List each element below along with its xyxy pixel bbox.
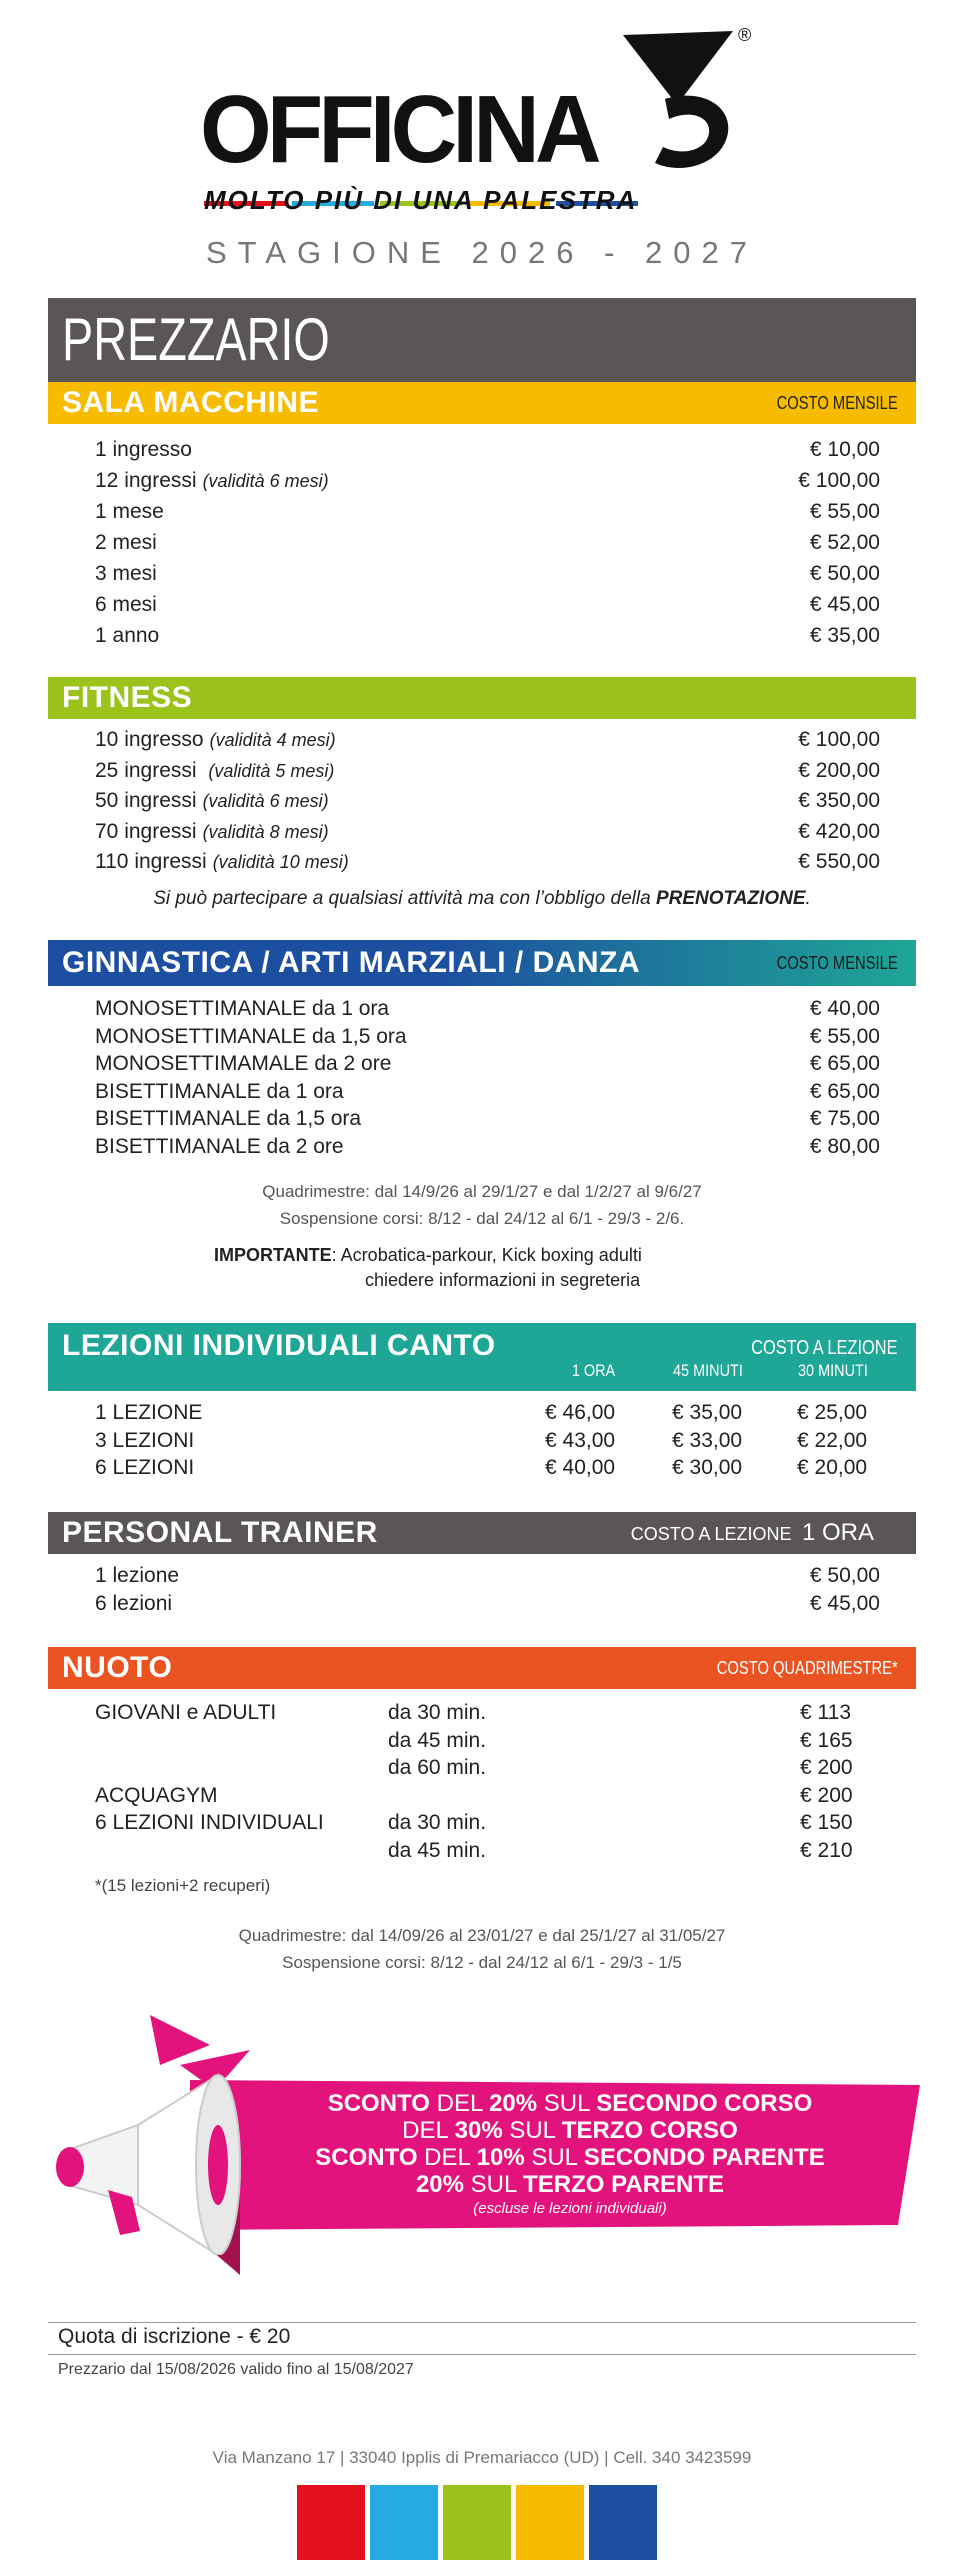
canto-title: LEZIONI INDIVIDUALI CANTO (62, 1329, 496, 1362)
personal-cost-label (631, 1512, 874, 1557)
promo-l4-c: TERZO PARENTE (523, 2171, 725, 2198)
logo-wordmark: OFFICINA (200, 76, 597, 183)
canto-price-45m: € 35,00 (672, 1401, 743, 1424)
canto-price-45m: € 33,00 (672, 1428, 743, 1452)
nuoto-row-price: € 200 (800, 1756, 853, 1779)
promo-l3-e: SECONDO PARENTE (583, 2144, 825, 2171)
row-label-text: 2 mesi (95, 531, 157, 554)
price-row (95, 1025, 880, 1055)
price-row (95, 624, 880, 654)
row-label (95, 469, 329, 493)
canto-col-30m: 30 MINUTI (798, 1361, 868, 1380)
swatch-blue (589, 2485, 657, 2560)
price-row (95, 850, 880, 880)
promo-l4-b: SUL (464, 2171, 524, 2198)
fitness-title: FITNESS (62, 681, 193, 714)
row-label-text: BISETTIMANALE da 1,5 ora (95, 1107, 362, 1130)
row-note: (validità 8 mesi) (202, 821, 329, 842)
row-price: € 35,00 (809, 624, 880, 647)
nuoto-row-price: € 150 (800, 1811, 853, 1834)
row-label (95, 759, 334, 783)
row-label (95, 1107, 361, 1131)
row-price: € 100,00 (798, 469, 880, 492)
row-label (95, 789, 329, 813)
row-note: (validità 6 mesi) (202, 471, 329, 491)
row-label (95, 1564, 179, 1588)
row-price: € 65,00 (809, 1052, 880, 1075)
canto-price-30m: € 22,00 (797, 1428, 868, 1452)
price-row (95, 469, 880, 499)
canto-row (95, 1401, 880, 1431)
canto-row (95, 1429, 880, 1459)
nuoto-row (95, 1811, 880, 1841)
ginnastica-title: GINNASTICA / ARTI MARZIALI / DANZA (62, 946, 641, 979)
promo-l1-d: SUL (537, 2090, 597, 2117)
promo-l3-b: DEL (417, 2144, 477, 2171)
logo-number-five (595, 27, 745, 177)
promo-l3-d: SUL (524, 2144, 584, 2171)
important-line2: chiedere informazioni in segreteria (365, 1270, 641, 1290)
quota-bottom-line (48, 2354, 916, 2355)
promo-l3-a: SCONTO (315, 2144, 418, 2171)
row-label-text: BISETTIMANALE da 2 ore (95, 1134, 344, 1158)
price-row (95, 1135, 880, 1165)
row-label (95, 531, 157, 555)
prezzario-header (48, 298, 916, 382)
canto-price-1h: € 46,00 (545, 1401, 616, 1424)
promo-line-4 (225, 2171, 915, 2198)
row-label-text: 6 mesi (95, 593, 157, 616)
nuoto-row-duration: da 30 min. (388, 1701, 487, 1724)
row-note: (validità 4 mesi) (209, 730, 336, 750)
address-footer: Via Manzano 17 | 33040 Ipplis di Premariacco (UD) | Cell. 340 3423599 (212, 2448, 752, 2467)
price-row (95, 820, 880, 850)
swatch-cyan (370, 2485, 438, 2560)
row-label-text: 3 mesi (95, 562, 157, 585)
row-price: € 52,00 (809, 531, 880, 554)
sala-macchine-title: SALA MACCHINE (62, 386, 320, 419)
nuoto-quadrimestre: Quadrimestre: dal 14/09/26 al 23/01/27 e dal 25/1/27 al 31/05/27 (238, 1926, 726, 1945)
price-row (95, 593, 880, 623)
prezzario-title: PREZZARIO (62, 306, 330, 373)
promo-line-2 (225, 2117, 915, 2144)
canto-cost-label: COSTO A LEZIONE (751, 1337, 898, 1359)
nuoto-row (95, 1784, 880, 1814)
nuoto-row-price: € 113 (800, 1701, 851, 1724)
row-price: € 10,00 (809, 438, 880, 461)
nuoto-row-price: € 165 (800, 1728, 853, 1752)
logo-registered-mark: ® (738, 25, 752, 45)
nuoto-row (95, 1729, 880, 1759)
row-note: (validità 10 mesi) (212, 852, 349, 872)
row-label-text: MONOSETTIMAMALE da 2 ore (95, 1052, 392, 1075)
row-label (95, 728, 336, 752)
nuoto-row-label: ACQUAGYM (95, 1783, 218, 1807)
row-price: € 350,00 (798, 789, 880, 812)
row-price: € 50,00 (809, 1564, 880, 1587)
row-label (95, 1135, 344, 1159)
important-line1: : Acrobatica-parkour, Kick boxing adulti (331, 1245, 642, 1265)
row-label (95, 850, 349, 874)
nuoto-header (48, 1647, 916, 1689)
promo-l1-b: DEL (429, 2090, 490, 2117)
quota-top-line (48, 2322, 916, 2323)
nuoto-row-duration: da 30 min. (388, 1811, 487, 1834)
row-label-text: 1 lezione (95, 1564, 180, 1587)
season-title: STAGIONE 2026 - 2027 (206, 235, 758, 270)
nuoto-title: NUOTO (62, 1651, 173, 1684)
row-label-text: 1 ingresso (95, 438, 192, 461)
row-label (95, 438, 192, 462)
nuoto-row-duration: da 45 min. (388, 1728, 487, 1752)
important-label: IMPORTANTE (214, 1245, 332, 1265)
nuoto-row-duration: da 60 min. (388, 1756, 487, 1779)
canto-price-1h: € 40,00 (545, 1456, 616, 1479)
canto-col-1h: 1 ORA (571, 1361, 616, 1380)
nuoto-row-label: GIOVANI e ADULTI (95, 1701, 277, 1724)
canto-header (48, 1323, 916, 1391)
promo-line-1 (225, 2090, 915, 2117)
row-label-text: 12 ingressi (95, 469, 197, 492)
row-price: € 75,00 (809, 1107, 880, 1130)
promo-l2-d: TERZO CORSO (561, 2117, 738, 2144)
nuoto-row (95, 1756, 880, 1786)
promo-text (225, 2090, 915, 2220)
row-label-text: MONOSETTIMANALE da 1,5 ora (95, 1024, 407, 1048)
nuoto-row-price: € 200 (800, 1783, 853, 1807)
promo-l1-e: SECONDO CORSO (596, 2090, 813, 2117)
promo-line-3 (225, 2144, 915, 2171)
promo-note: (escluse le lezioni individuali) (473, 2200, 667, 2217)
row-label-text: 50 ingressi (95, 789, 197, 812)
row-price: € 550,00 (798, 850, 880, 873)
promo-l2-a: DEL (402, 2117, 455, 2144)
row-price: € 200,00 (798, 758, 880, 782)
personal-cost-hour: 1 ORA (801, 1519, 874, 1546)
fitness-note-bold: PRENOTAZIONE (655, 888, 806, 909)
row-price: € 55,00 (809, 1024, 880, 1048)
canto-row-label: 6 LEZIONI (95, 1456, 195, 1479)
row-price: € 45,00 (809, 1591, 880, 1615)
logo (200, 25, 770, 220)
personal-cost-text: COSTO A LEZIONE (630, 1524, 792, 1544)
canto-col-45m: 45 MINUTI (673, 1361, 743, 1380)
price-row (95, 728, 880, 758)
row-label-text: 1 mese (95, 500, 164, 523)
ginnastica-quadrimestre: Quadrimestre: dal 14/9/26 al 29/1/27 e dal 1/2/27 al 9/6/27 (262, 1182, 702, 1201)
row-price: € 420,00 (798, 819, 880, 843)
price-row (95, 997, 880, 1027)
row-price: € 100,00 (798, 728, 880, 751)
row-label-text: 25 ingressi (95, 758, 203, 782)
price-row (95, 500, 880, 530)
nuoto-row (95, 1701, 880, 1731)
fitness-header (48, 677, 916, 719)
promo-l2-b: 30% (454, 2117, 503, 2144)
row-price: € 80,00 (809, 1134, 880, 1158)
row-label-text: 6 lezioni (95, 1591, 173, 1615)
sala-macchine-cost-label: COSTO MENSILE (776, 393, 898, 413)
nuoto-row (95, 1839, 880, 1869)
promo-l1-c: 20% (489, 2090, 538, 2117)
canto-row (95, 1456, 880, 1486)
nuoto-row-label: 6 LEZIONI INDIVIDUALI (95, 1811, 324, 1834)
price-row (95, 1564, 880, 1594)
ginnastica-header (48, 940, 916, 986)
row-price: € 50,00 (809, 562, 880, 585)
row-label-text: 70 ingressi (95, 819, 197, 843)
price-row (95, 531, 880, 561)
row-label-text: 10 ingresso (95, 728, 204, 751)
promo-l4-a: 20% (415, 2171, 464, 2198)
canto-price-30m: € 25,00 (797, 1401, 868, 1424)
validity-text: Prezzario dal 15/08/2026 valido fino al 15/08/2027 (58, 2361, 414, 2378)
quota-iscrizione: Quota di iscrizione - € 20 (58, 2325, 291, 2348)
fitness-note-text: Si può partecipare a qualsiasi attività ma con l’obbligo della (153, 888, 656, 909)
swatch-red (297, 2485, 365, 2560)
canto-price-45m: € 30,00 (672, 1456, 743, 1479)
personal-header (48, 1512, 916, 1554)
ginnastica-sospensione: Sospensione corsi: 8/12 - dal 24/12 al 6/1 - 29/3 - 2/6. (279, 1209, 685, 1228)
fitness-booking-note (48, 888, 916, 910)
row-label (95, 820, 329, 844)
row-price: € 55,00 (809, 500, 880, 523)
row-label (95, 1592, 172, 1616)
row-label-text: MONOSETTIMANALE da 1 ora (95, 997, 390, 1020)
ginnastica-important-note (214, 1245, 642, 1266)
row-label-text: BISETTIMANALE da 1 ora (95, 1079, 344, 1103)
row-label-text: 1 anno (95, 624, 160, 647)
row-note: (validità 5 mesi) (208, 760, 335, 781)
promo-l2-c: SUL (502, 2117, 562, 2144)
price-row (95, 1052, 880, 1082)
personal-title: PERSONAL TRAINER (62, 1516, 378, 1549)
row-label (95, 593, 157, 617)
promo-l3-c: 10% (476, 2144, 525, 2171)
row-label (95, 997, 389, 1021)
canto-row-label: 1 LEZIONE (95, 1401, 203, 1424)
price-row (95, 1080, 880, 1110)
row-label (95, 624, 159, 648)
canto-row-label: 3 LEZIONI (95, 1428, 195, 1452)
price-row (95, 1107, 880, 1137)
price-row (95, 1592, 880, 1622)
swatch-green (443, 2485, 511, 2560)
price-row (95, 562, 880, 592)
row-label (95, 500, 164, 524)
promo-banner (40, 1995, 930, 2285)
price-row (95, 789, 880, 819)
nuoto-footnote: *(15 lezioni+2 recuperi) (95, 1876, 271, 1895)
row-note: (validità 6 mesi) (202, 791, 329, 811)
row-label (95, 1052, 391, 1076)
row-price: € 40,00 (809, 997, 880, 1020)
row-label (95, 562, 157, 586)
nuoto-sospensione: Sospensione corsi: 8/12 - dal 24/12 al 6/1 - 29/3 - 1/5 (282, 1953, 682, 1972)
row-label (95, 1025, 407, 1049)
nuoto-row-duration: da 45 min. (388, 1838, 487, 1862)
ginnastica-cost-label: COSTO MENSILE (776, 953, 898, 973)
price-row (95, 759, 880, 789)
canto-price-30m: € 20,00 (797, 1456, 868, 1479)
sala-macchine-header (48, 382, 916, 424)
row-price: € 65,00 (809, 1079, 880, 1103)
canto-price-1h: € 43,00 (545, 1428, 616, 1452)
row-price: € 45,00 (809, 593, 880, 616)
swatch-yellow (516, 2485, 584, 2560)
price-row (95, 438, 880, 468)
nuoto-cost-label: COSTO QUADRIMESTRE* (717, 1658, 898, 1678)
logo-tagline: MOLTO PIÙ DI UNA PALESTRA (204, 185, 638, 215)
promo-l1-a: SCONTO (327, 2090, 430, 2117)
row-label-text: 110 ingressi (95, 850, 207, 873)
row-label (95, 1080, 344, 1104)
fitness-note-end: . (805, 888, 811, 909)
nuoto-row-price: € 210 (800, 1838, 853, 1862)
